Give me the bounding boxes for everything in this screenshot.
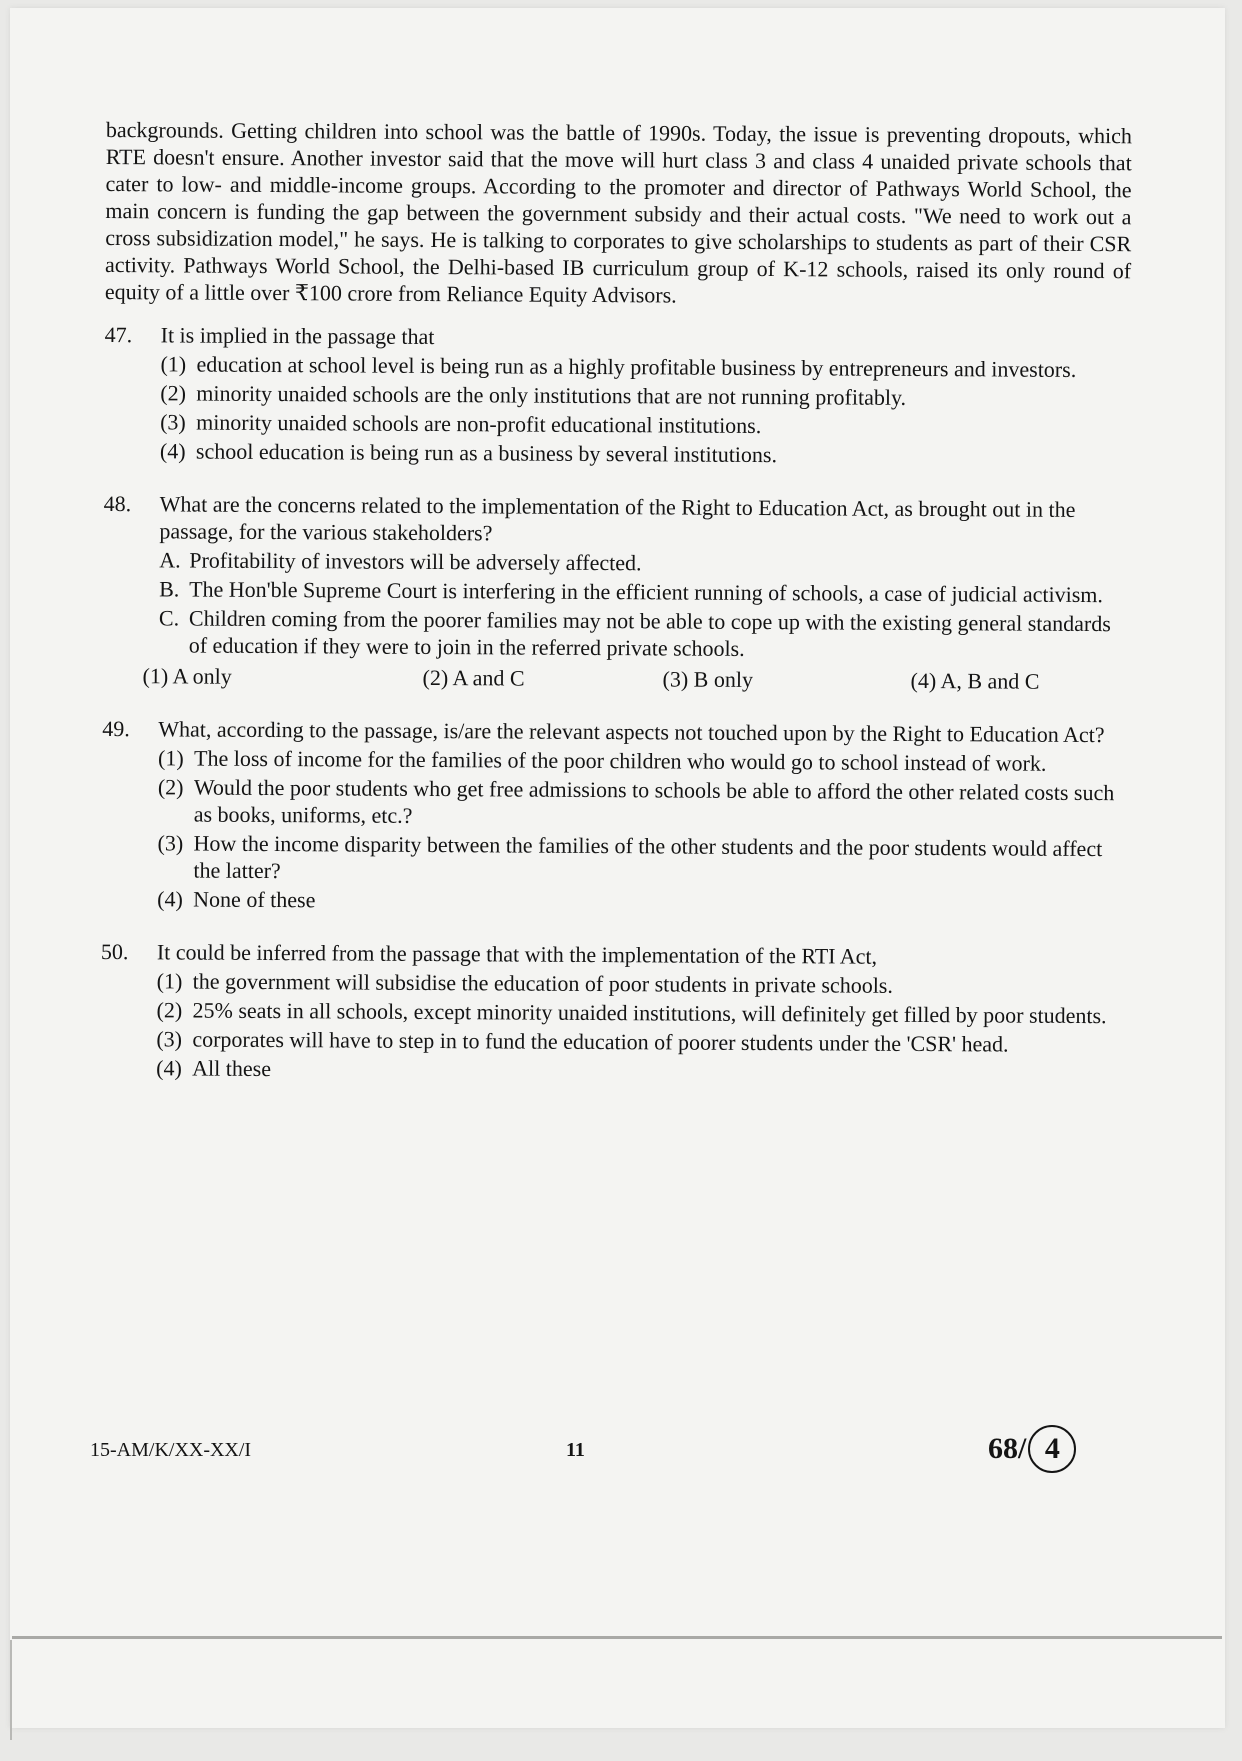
set-number-circle: 4 xyxy=(1028,1425,1076,1473)
question-number: 50. xyxy=(100,938,129,965)
option-1 xyxy=(158,744,1128,777)
option-4 xyxy=(157,885,1127,918)
option-mark: (1) xyxy=(156,968,183,994)
option-text: 25% seats in all schools, except minority unaided institutions, will definitely get filled by poor students. xyxy=(192,997,1107,1029)
paper-code: 15-AM/K/XX-XX/I xyxy=(90,1439,252,1461)
page-edge-shadow xyxy=(10,1640,12,1740)
choice-1: (1) A only xyxy=(142,663,232,689)
option-text: Would the poor students who get free admissions to schools be able to afford the other related costs such as books, uniforms, etc.? xyxy=(193,774,1115,828)
option-mark: (2) xyxy=(157,774,184,800)
statement-a xyxy=(159,546,1129,579)
answer-choices xyxy=(142,662,1128,695)
option-text: How the income disparity between the families of the other students and the poor students would affect the latter? xyxy=(193,830,1103,884)
option-mark: (3) xyxy=(160,409,186,435)
option-mark: (4) xyxy=(157,886,183,912)
option-3 xyxy=(156,1025,1126,1058)
option-4 xyxy=(160,437,1130,470)
question-text: What are the concerns related to the implementation of the Right to Education Act, as brought out in the passage, for the various stakeholders? xyxy=(159,491,1076,546)
question-text: What, according to the passage, is/are the relevant aspects not touched upon by the Right to Education Act? xyxy=(158,716,1105,748)
statement-mark: C. xyxy=(158,605,180,631)
choice-3: (3) B only xyxy=(662,666,754,692)
statement-text: Profitability of investors will be adversely affected. xyxy=(189,547,642,576)
question-48 xyxy=(102,490,1129,695)
option-mark: (2) xyxy=(156,997,183,1023)
option-text: minority unaided schools are non-profit educational institutions. xyxy=(196,409,762,439)
statement-mark: B. xyxy=(159,576,180,602)
statement-mark: A. xyxy=(159,547,181,573)
option-text: All these xyxy=(192,1055,272,1082)
option-2 xyxy=(158,773,1128,833)
option-3 xyxy=(157,829,1127,889)
option-text: None of these xyxy=(193,886,316,913)
question-49 xyxy=(101,715,1128,918)
option-text: The loss of income for the families of the poor children who would go to school instead of work. xyxy=(194,745,1047,776)
passage-text: backgrounds. Getting children into school was the battle of 1990s. Today, the issue is preventing dropouts, which RTE doesn't ensure. Another investor said that the move will hurt class 3 and class 4 unaided private schools that cater to low- and middle-income groups. According to the promoter and director of Pathways World School, the main concern is funding the gap between the government subsidy and their actual costs. "We need to work out a cross subsidization model," he says. He is talking to corporates to give scholarships to students as part of their CSR activity. Pathways World School, the Delhi-based IB curriculum group of K-12 schools, raised its only round of equity of a little over ₹100 crore from Reliance Equity Advisors. xyxy=(104,116,1132,308)
question-text: It is implied in the passage that xyxy=(160,322,435,350)
question-text: It could be inferred from the passage that with the implementation of the RTI Act, xyxy=(156,939,878,969)
option-text: corporates will have to step in to fund the education of poorer students under the 'CSR' head. xyxy=(192,1026,1009,1057)
option-mark: (3) xyxy=(157,830,184,856)
statement-c xyxy=(159,604,1129,664)
option-mark: (1) xyxy=(158,745,184,771)
statement-b xyxy=(159,575,1129,608)
option-text: the government will subsidise the education of poor students in private schools. xyxy=(192,968,893,998)
page-number: 11 xyxy=(566,1439,585,1461)
option-2 xyxy=(156,996,1126,1029)
option-mark: (2) xyxy=(160,380,187,406)
option-mark: (1) xyxy=(160,351,187,377)
statement-text: Children coming from the poorer families may not be able to cope up with the existing general standards of education if they were to join in the referred private schools. xyxy=(188,605,1111,661)
option-mark: (4) xyxy=(156,1055,182,1081)
option-text: school education is being run as a business by several institutions. xyxy=(195,438,778,468)
question-number: 47. xyxy=(104,321,133,348)
page-bottom-rule xyxy=(12,1636,1222,1639)
statement-text: The Hon'ble Supreme Court is interfering in the efficient running of schools, a case of judicial activism. xyxy=(189,576,1104,608)
option-1 xyxy=(157,967,1127,1000)
set-code xyxy=(988,1425,1076,1473)
option-3 xyxy=(160,408,1130,441)
question-number: 48. xyxy=(103,490,132,517)
option-text: minority unaided schools are the only institutions that are not running profitably. xyxy=(196,380,907,410)
option-mark: (4) xyxy=(159,438,186,464)
option-text: education at school level is being run as a highly profitable business by entrepreneurs and investors. xyxy=(196,351,1077,382)
option-mark: (3) xyxy=(156,1026,183,1052)
option-1 xyxy=(160,350,1130,383)
question-50 xyxy=(100,938,1127,1087)
question-number: 49. xyxy=(102,715,130,742)
set-prefix: 68/ xyxy=(988,1432,1027,1465)
page-content xyxy=(100,116,1132,1087)
choice-4: (4) A, B and C xyxy=(910,667,1040,694)
question-47 xyxy=(104,321,1131,470)
page-footer xyxy=(90,1425,1110,1475)
option-2 xyxy=(160,379,1130,412)
choice-2: (2) A and C xyxy=(422,664,525,691)
